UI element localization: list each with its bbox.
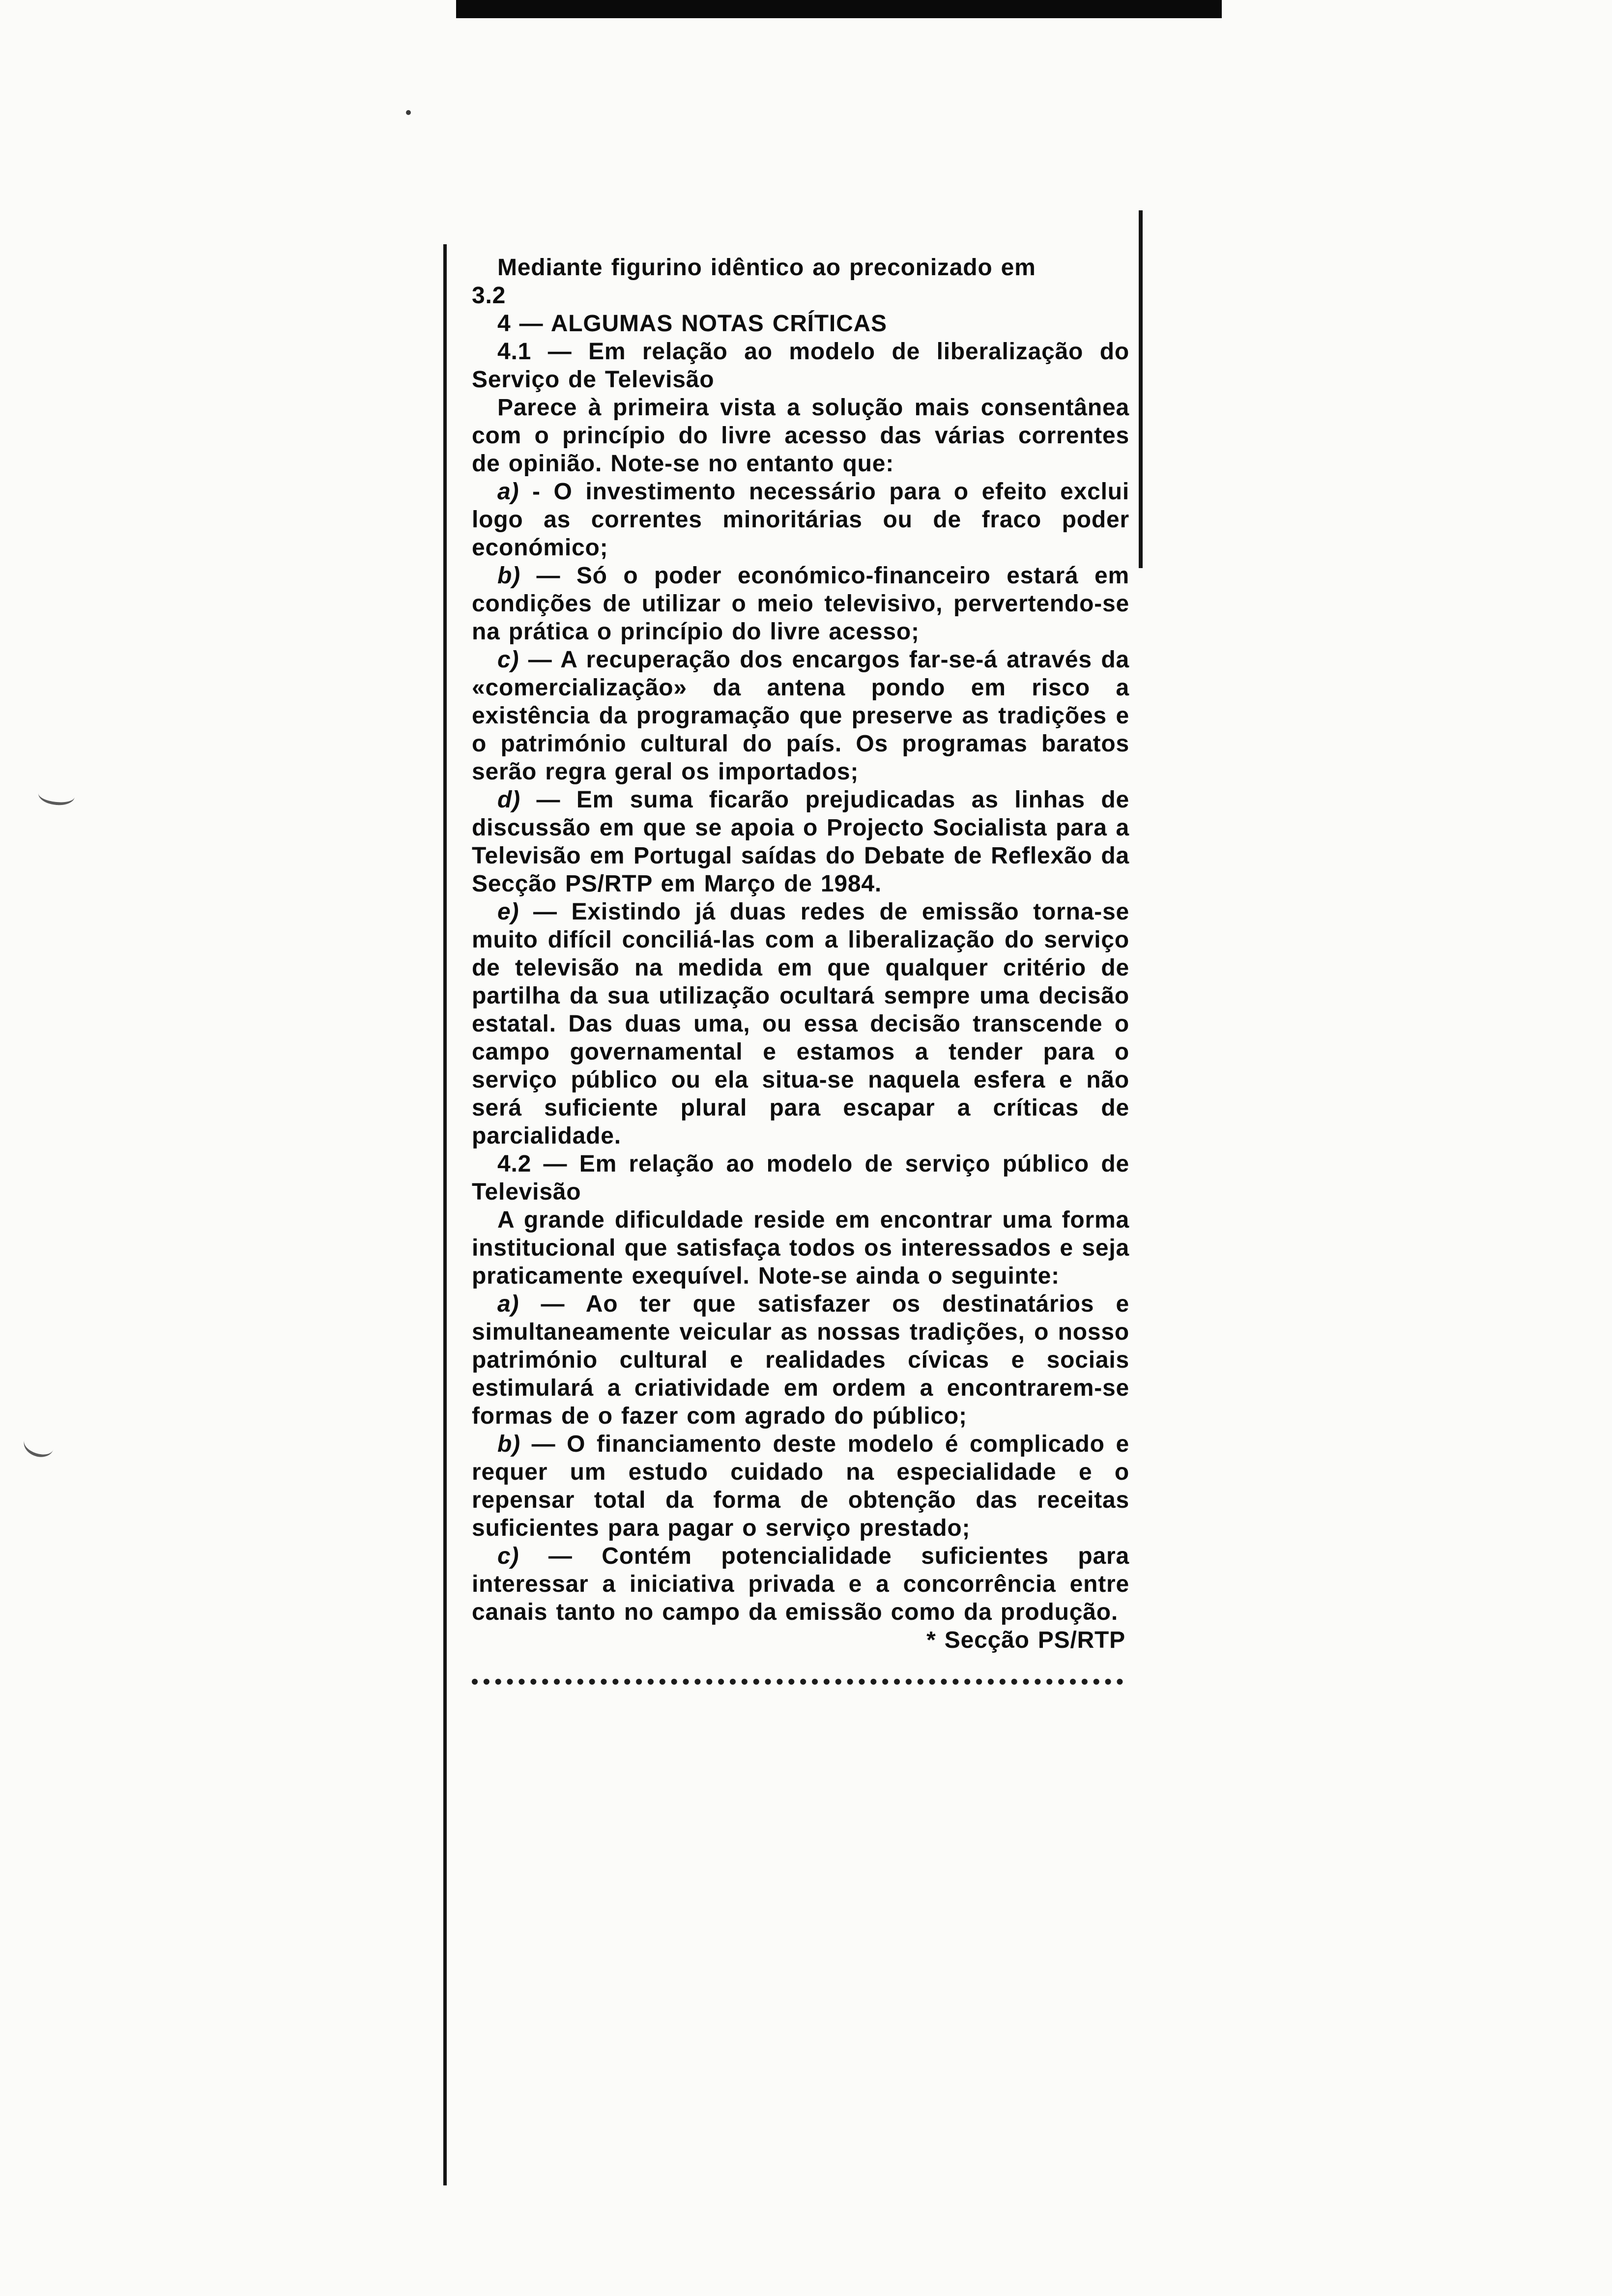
item-text-2c: — Contém potencialidade suficientes para interessar a iniciativa privada e a concorrência entre canais tanto no campo da emissão como da produção. [472, 1543, 1129, 1625]
list-item-4-2-a [472, 1290, 1129, 1430]
list-item-4-2-c [472, 1542, 1129, 1626]
top-edge-scan-bar [456, 0, 1222, 18]
item-marker-c: c) [497, 647, 519, 673]
list-item-4-2-b [472, 1430, 1129, 1542]
item-text-2a: — Ao ter que satisfazer os destinatários e simultaneamente veicular as nossas tradições, o nosso património cultural e realidades cívicas e sociais estimulará a criatividade em ordem a encontrarem-se formas de o fazer com agrado do público; [472, 1291, 1130, 1429]
right-column-rule [1139, 210, 1143, 568]
list-item-4-1-d [472, 786, 1129, 898]
item-marker-d: d) [497, 787, 520, 813]
section-4-2-lead: A grande dificuldade reside em encontrar uma forma institucional que satisfaça todos os interessados e seja praticamente exequível. Note-se ainda o seguinte: [472, 1207, 1129, 1289]
signature-text: * Secção PS/RTP [926, 1627, 1125, 1653]
list-item-4-1-c [472, 646, 1129, 786]
section-4-1-lead: Parece à primeira vista a solução mais consentânea com o princípio do livre acesso das várias correntes de opinião. Note-se no entanto que: [472, 395, 1129, 477]
item-text-b: — Só o poder económico-financeiro estará em condições de utilizar o meio televisivo, pervertendo-se na prática o princípio do livre acesso; [472, 563, 1129, 645]
item-text-c: — A recuperação dos encargos far-se-á através da «comercialização» da antena pondo em risco a existência da programação que preserve as tradições e o património cultural do país. Os programas baratos serão regra geral os importados; [472, 647, 1129, 785]
signature-line [472, 1626, 1129, 1654]
item-marker-2a: a) [497, 1291, 519, 1317]
section-4-1-heading: 4.1 — Em relação ao modelo de liberalização do Serviço de Televisão [472, 339, 1129, 393]
item-marker-e: e) [497, 899, 519, 925]
continuation-paragraph [472, 254, 1129, 310]
list-item-4-1-a [472, 478, 1129, 562]
section-4-2-heading: 4.2 — Em relação ao modelo de serviço público de Televisão [472, 1151, 1129, 1205]
continuation-line-2: 3.2 [472, 283, 506, 309]
stray-pen-mark-2 [21, 1429, 57, 1461]
article-text-column [472, 254, 1129, 1685]
list-item-4-1-e [472, 898, 1129, 1150]
item-marker-2c: c) [497, 1543, 519, 1569]
left-column-rule [443, 244, 447, 2185]
item-marker-b: b) [497, 563, 520, 589]
list-item-4-1-b [472, 562, 1129, 646]
chapter-heading: 4 — ALGUMAS NOTAS CRÍTICAS [497, 311, 887, 337]
bottom-dotted-rule [472, 1679, 1123, 1685]
item-marker-a: a) [497, 479, 519, 505]
item-text-d: — Em suma ficarão prejudicadas as linhas de discussão em que se apoia o Projecto Socialista para a Televisão em Portugal saídas do Debate de Reflexão da Secção PS/RTP em Março de 1984. [472, 787, 1129, 897]
item-text-a: - O investimento necessário para o efeito exclui logo as correntes minoritárias ou de fraco poder económico; [472, 479, 1129, 561]
stray-dot-mark [406, 110, 411, 115]
stray-pen-mark [37, 783, 76, 807]
item-text-2b: — O financiamento deste modelo é complicado e requer um estudo cuidado na especialidade e o repensar total da forma de obtenção das receitas suficientes para pagar o serviço prestado; [472, 1431, 1129, 1541]
continuation-line-1: Mediante figurino idêntico ao preconizado em [497, 255, 1036, 281]
item-text-e: — Existindo já duas redes de emissão torna-se muito difícil conciliá-las com a liberalização do serviço de televisão na medida em que qualquer critério de partilha da sua utilização ocultará sempre uma decisão estatal. Das duas uma, ou essa decisão transcende o campo governamental e estamos a tender para o serviço público ou ela situa-se naquela esfera e não será suficiente plural para escapar a críticas de parcialidade. [472, 899, 1130, 1149]
item-marker-2b: b) [497, 1431, 520, 1457]
